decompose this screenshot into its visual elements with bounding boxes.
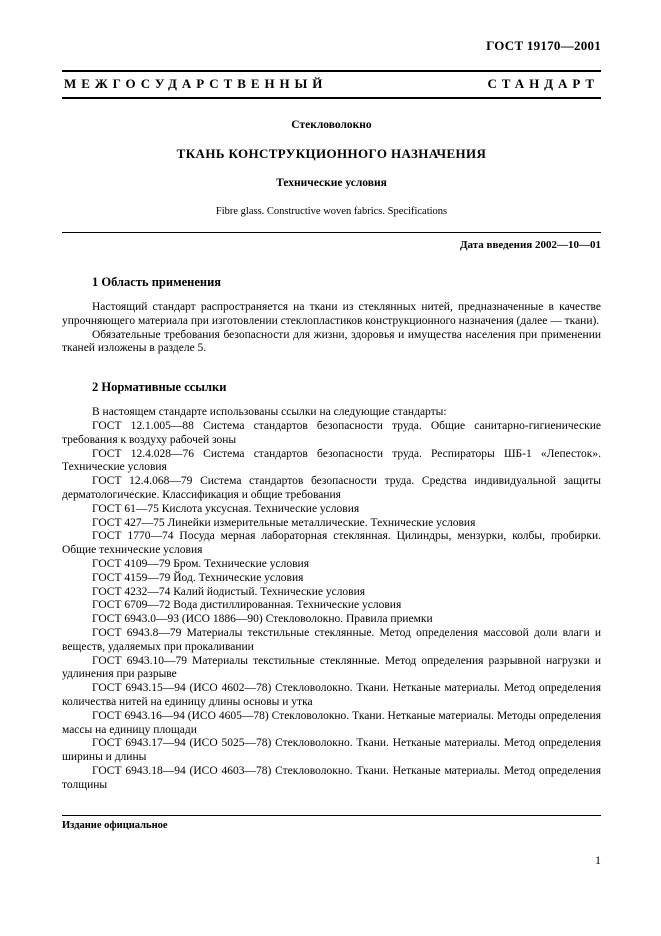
title-block [62,119,601,217]
standard-reference: ГОСТ 6943.10—79 Материалы текстильные стеклянные. Метод определения разрывной нагрузки и удлинения при разрыве [62,654,601,681]
paragraph: Настоящий стандарт распространяется на ткани из стеклянных нитей, предназначенные в качестве упрочняющего материала при изготовлении стеклопластиков конструкционного назначения (далее — ткани). [62,301,601,327]
standard-reference: ГОСТ 61—75 Кислота уксусная. Технические условия [92,502,360,515]
standards-list [62,420,601,793]
standard-reference: ГОСТ 6943.16—94 (ИСО 4605—78) Стекловолокно. Ткани. Нетканые материалы. Методы определения массы на единицу площади [62,709,601,736]
section-2-heading: 2 Нормативные ссылки [92,380,227,395]
standard-reference: ГОСТ 6943.15—94 (ИСО 4602—78) Стекловолокно. Ткани. Нетканые материалы. Метод определения количества нитей на единицу длины основы и утка [62,682,601,708]
standard-reference: ГОСТ 6943.18—94 (ИСО 4603—78) Стекловолокно. Ткани. Нетканые материалы. Метод определения толщины [62,764,601,791]
standard-reference: ГОСТ 12.4.028—76 Система стандартов безопасности труда. Респираторы ШБ-1 «Лепесток». Технические условия [62,447,601,474]
standard-reference: ГОСТ 4109—79 Бром. Технические условия [92,557,309,570]
standard-reference: ГОСТ 6709—72 Вода дистиллированная. Технические условия [92,599,402,612]
standard-reference: ГОСТ 4159—79 Йод. Технические условия [92,571,304,584]
main-title: ТКАНЬ КОНСТРУКЦИОННОГО НАЗНАЧЕНИЯ [176,146,487,161]
subtitle: Технические условия [276,177,387,189]
standard-reference: ГОСТ 12.4.068—79 Система стандартов безопасности труда. Средства индивидуальной защиты дерматологические. Классификация и общие требования [62,475,601,501]
standard-reference: ГОСТ 6943.17—94 (ИСО 5025—78) Стекловолокно. Ткани. Нетканые материалы. Метод определения ширины и длины [62,737,601,764]
effective-date: Дата введения 2002—10—01 [459,239,601,251]
standard-type-banner [62,70,601,99]
section-scope [62,275,601,356]
standard-reference: ГОСТ 6943.0—93 (ИСО 1886—90) Стекловолокно. Правила приемки [92,613,433,626]
banner-text: МЕЖГОСУДАРСТВЕННЫЙ СТАНДАРТ [64,76,599,91]
edition-note: Издание официальное [62,820,168,831]
section-references [62,380,601,792]
footer-divider [62,815,601,816]
paragraph: Обязательные требования безопасности для жизни, здоровья и имущества населения при применении тканей изложены в разделе 5. [62,328,601,355]
page-footer [62,815,601,868]
page-number: 1 [595,853,601,867]
subject-title: Стекловолокно [291,119,372,131]
standard-reference: ГОСТ 427—75 Линейки измерительные металлические. Технические условия [92,516,476,529]
standard-reference: ГОСТ 6943.8—79 Материалы текстильные стеклянные. Метод определения массовой доли влаги и веществ, удаляемых при прокаливании [62,626,601,653]
standard-reference: ГОСТ 4232—74 Калий йодистый. Технические условия [92,585,366,598]
section-1-heading: 1 Область применения [92,275,222,289]
standard-reference: ГОСТ 1770—74 Посуда мерная лабораторная стеклянная. Цилиндры, мензурки, колбы, пробирки. Общие технические условия [62,530,601,557]
english-title: Fibre glass. Constructive woven fabrics. Specifications [215,206,448,217]
paragraph: В настоящем стандарте использованы ссылки на следующие стандарты: [92,406,447,419]
title-divider [62,232,601,233]
standard-reference: ГОСТ 12.1.005—88 Система стандартов безопасности труда. Общие санитарно-гигиенические требования к воздуху рабочей зоны [62,419,601,446]
doc-number: ГОСТ 19170—2001 [486,38,601,53]
